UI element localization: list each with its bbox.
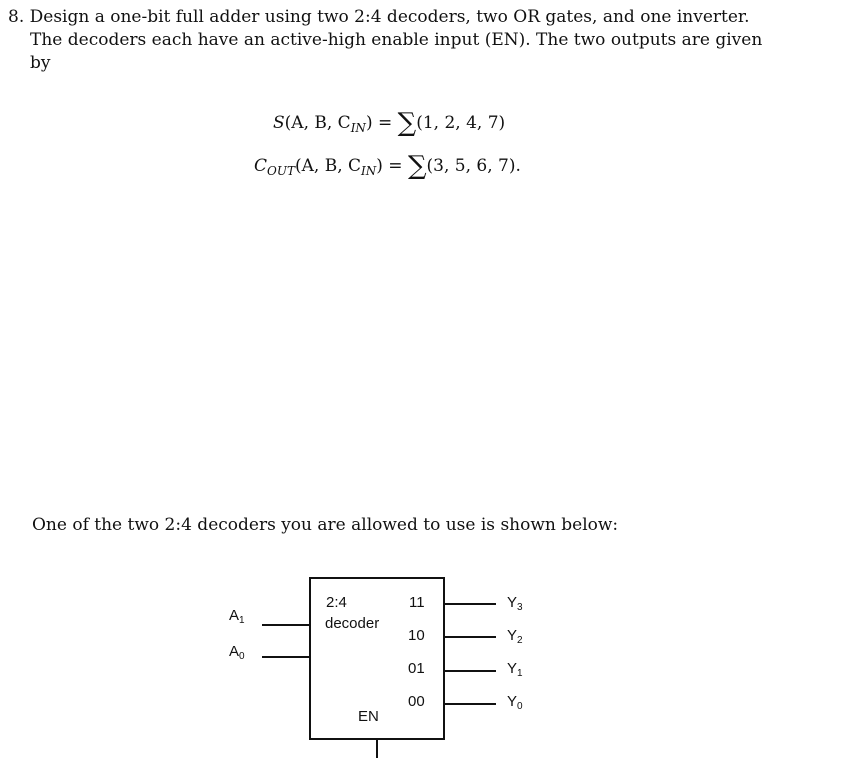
sum-output-name: S [273, 113, 285, 133]
input-a1-label: $A_1$ [229, 607, 245, 626]
decoder-diagram [0, 560, 850, 761]
carry-cin-subscript: IN [361, 164, 377, 178]
decoder-title-ratio: 2:4 [326, 594, 347, 611]
output-code-00: 00 [408, 693, 425, 710]
carry-equation [254, 151, 521, 181]
output-code-11: 11 [409, 594, 425, 611]
output-y1-label: $Y_1$ [507, 660, 523, 679]
enable-label: EN [358, 708, 379, 725]
carry-args-open: (A, B, C [294, 156, 362, 176]
output-y3-label: $Y_3$ [507, 594, 523, 613]
problem-line-3: by [30, 53, 51, 73]
input-a0-label: $A_0$ [229, 643, 245, 662]
sum-sigma: ∑ [397, 108, 417, 138]
sum-cin-subscript: IN [350, 121, 366, 135]
sum-equation [273, 108, 505, 138]
problem-statement [8, 6, 808, 75]
problem-line-2: The decoders each have an active-high enable input (EN). The two outputs are given [30, 30, 763, 50]
carry-out-subscript: OUT [267, 164, 295, 178]
decoder-title-word: decoder [325, 615, 380, 632]
output-y0-label: $Y_0$ [507, 693, 523, 712]
output-y2-label: $Y_2$ [507, 627, 523, 646]
sum-args-close: ) = [365, 113, 398, 133]
carry-minterms: (3, 5, 6, 7). [426, 156, 521, 176]
sum-minterms: (1, 2, 4, 7) [416, 113, 506, 133]
output-code-01: 01 [408, 660, 425, 677]
carry-args-close: ) = [376, 156, 408, 176]
output-code-10: 10 [408, 627, 425, 644]
decoder-intro-text: One of the two 2:4 decoders you are allowed to use is shown below: [32, 515, 619, 535]
problem-line-1: 8. Design a one-bit full adder using two 2:4 decoders, two OR gates, and one inverter. [8, 7, 750, 27]
sum-args-open: (A, B, C [284, 113, 351, 133]
carry-output-name: C [254, 156, 268, 176]
carry-sigma: ∑ [407, 151, 427, 181]
